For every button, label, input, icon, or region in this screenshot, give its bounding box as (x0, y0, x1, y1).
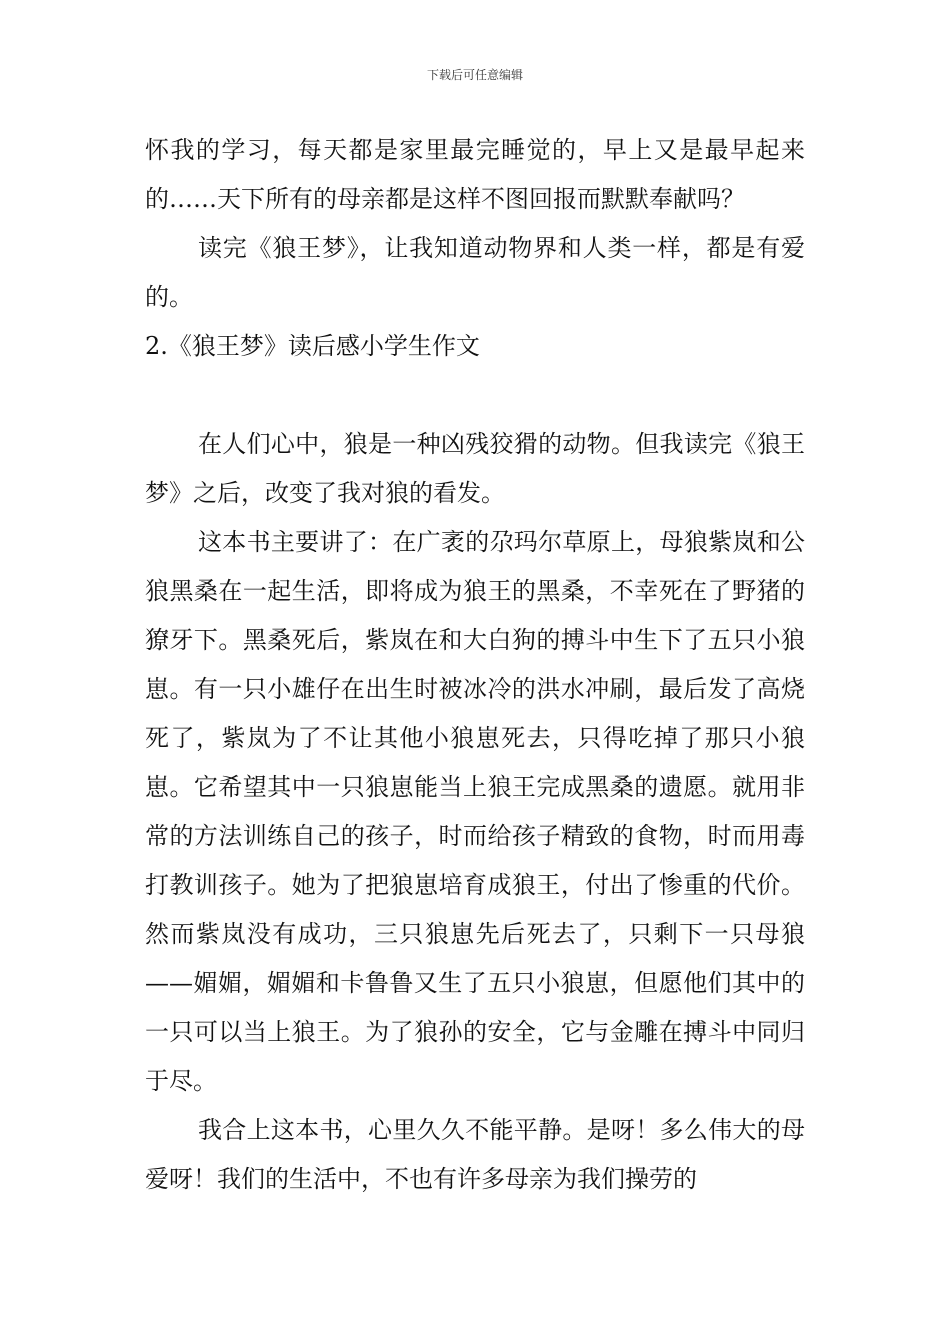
document-body (145, 126, 805, 1204)
blank-line (145, 371, 805, 420)
paragraph-3: 在人们心中，狼是一种凶残狡猾的动物。但我读完《狼王梦》之后，改变了我对狼的看发。 (145, 430, 805, 507)
section-heading: 2.《狼王梦》读后感小学生作文 (145, 332, 480, 360)
paragraph-5: 我合上这本书，心里久久不能平静。是呀！多么伟大的母爱呀！我们的生活中，不也有许多母亲为我们操劳的 (145, 1116, 805, 1193)
paragraph-4: 这本书主要讲了：在广袤的尕玛尔草原上，母狼紫岚和公狼黑桑在一起生活，即将成为狼王的黑桑，不幸死在了野猪的獠牙下。黑桑死后，紫岚在和大白狗的搏斗中生下了五只小狼崽。有一只小雄仔在出生时被冰冷的洪水冲刷，最后发了高烧死了，紫岚为了不让其他小狼崽死去，只得吃掉了那只小狼崽。它希望其中一只狼崽能当上狼王完成黑桑的遗愿。就用非常的方法训练自己的孩子，时而给孩子精致的食物，时而用毒打教训孩子。她为了把狼崽培育成狼王，付出了惨重的代价。然而紫岚没有成功，三只狼崽先后死去了，只剩下一只母狼——媚媚，媚媚和卡鲁鲁又生了五只小狼崽，但愿他们其中的一只可以当上狼王。为了狼孙的安全，它与金雕在搏斗中同归于尽。 (145, 528, 805, 1095)
page-header: 下载后可任意编辑 (426, 68, 523, 82)
paragraph-1: 怀我的学习，每天都是家里最完睡觉的，早上又是最早起来的……天下所有的母亲都是这样不图回报而默默奉献吗？ (145, 136, 805, 213)
paragraph-2: 读完《狼王梦》，让我知道动物界和人类一样，都是有爱的。 (145, 234, 805, 311)
